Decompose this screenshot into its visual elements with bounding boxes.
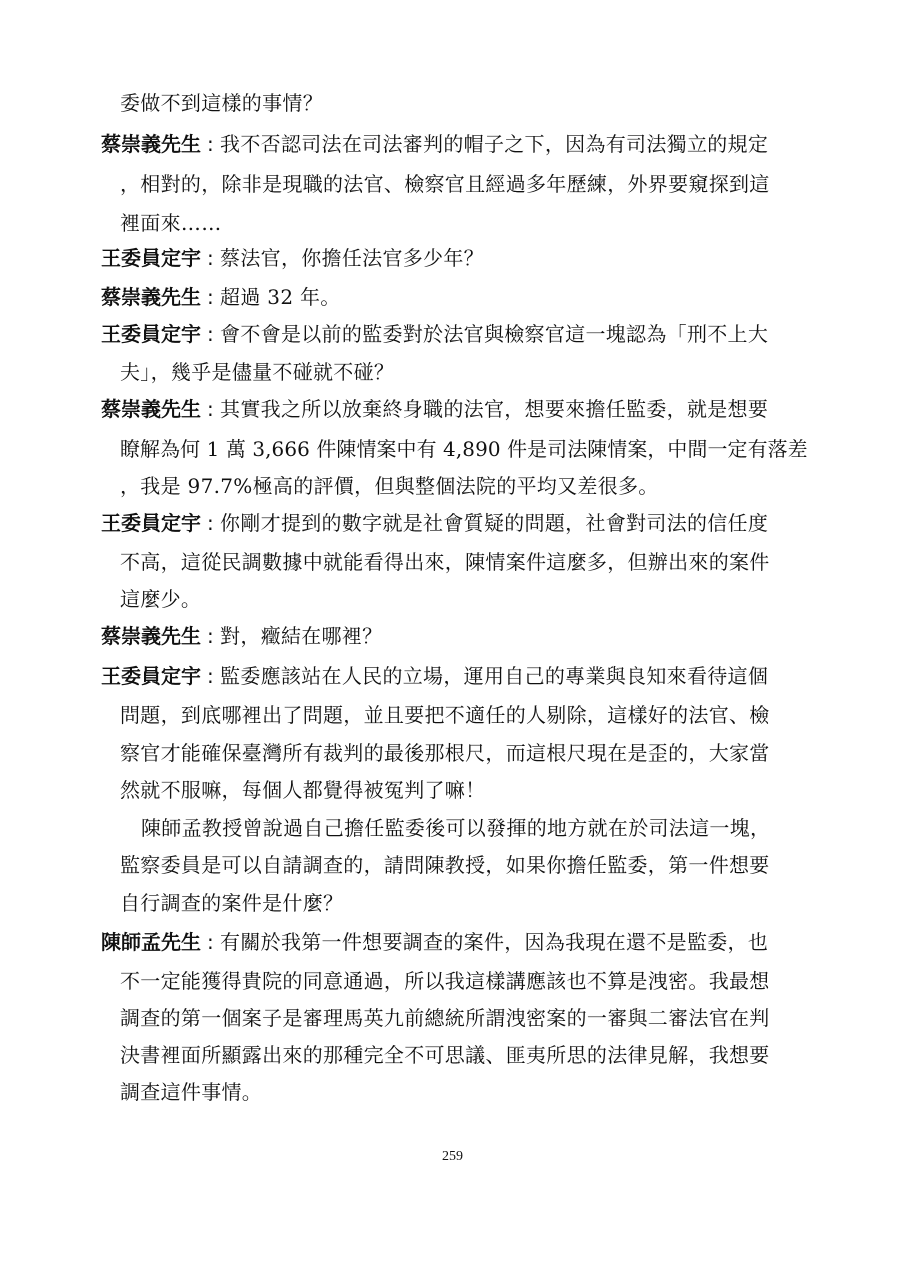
speaker-line xyxy=(101,285,341,309)
text-line xyxy=(120,891,343,915)
line-text: 裡面來…… xyxy=(120,211,222,235)
text-line xyxy=(120,211,222,235)
line-text: 監察委員是可以自請調查的，請問陳教授，如果你擔任監委，第一件想要 xyxy=(120,853,770,877)
line-text: 委做不到這樣的事情？ xyxy=(120,91,323,115)
speaker-line xyxy=(101,664,768,688)
text-line xyxy=(120,1006,770,1030)
text-line xyxy=(120,778,485,802)
speaker-name: 陳師孟先生 xyxy=(101,930,201,954)
line-text: 不高，這從民調數據中就能看得出來，陳情案件這麼多，但辦出來的案件 xyxy=(120,550,770,574)
line-text: 其實我之所以放棄終身職的法官，想要來擔任監委，就是想要 xyxy=(220,397,769,421)
line-text: 陳師孟教授曾說過自己擔任監委後可以發揮的地方就在於司法這一塊， xyxy=(141,816,771,840)
line-text: 監委應該站在人民的立場，運用自己的專業與良知來看待這個 xyxy=(220,664,769,688)
speaker-line xyxy=(101,930,768,954)
text-line xyxy=(120,437,808,461)
line-text: 我不否認司法在司法審判的帽子之下，因為有司法獨立的規定 xyxy=(220,132,769,156)
line-text: 會不會是以前的監委對於法官與檢察官這一塊認為「刑不上大 xyxy=(220,322,769,346)
line-text: 瞭解為何 1 萬 3,666 件陳情案中有 4,890 件是司法陳情案，中間一定有落差 xyxy=(120,437,808,461)
speaker-name: 王委員定宇 xyxy=(101,664,201,688)
line-text: 你剛才提到的數字就是社會質疑的問題，社會對司法的信任度 xyxy=(220,511,769,535)
page-number: 259 xyxy=(442,1149,463,1164)
line-text: 蔡法官，你擔任法官多少年？ xyxy=(220,246,484,270)
text-line xyxy=(120,550,770,574)
text-line xyxy=(120,1080,262,1104)
text-line xyxy=(120,587,201,611)
line-text: 調查的第一個案子是審理馬英九前總統所謂洩密案的一審與二審法官在判 xyxy=(120,1006,770,1030)
line-text: 這麼少。 xyxy=(120,587,202,611)
line-text: 決書裡面所顯露出來的那種完全不可思議、匪夷所思的法律見解，我想要 xyxy=(120,1043,770,1067)
speaker-name: 蔡崇義先生 xyxy=(101,132,201,156)
line-text: 自行調查的案件是什麼？ xyxy=(120,891,344,915)
speaker-colon: : xyxy=(207,511,215,535)
line-text: 夫」，幾乎是儘量不碰就不碰？ xyxy=(120,360,395,384)
speaker-name: 蔡崇義先生 xyxy=(101,285,201,309)
text-line xyxy=(120,360,394,384)
text-line xyxy=(120,172,770,196)
text-line xyxy=(120,91,323,115)
text-line xyxy=(120,703,770,727)
speaker-line xyxy=(101,624,382,648)
line-text: ，相對的，除非是現職的法官、檢察官且經過多年歷練，外界要窺探到這 xyxy=(120,172,770,196)
line-text: 然就不服嘛，每個人都覺得被冤判了嘛！ xyxy=(120,778,486,802)
text-line xyxy=(120,474,659,498)
speaker-colon: : xyxy=(207,285,215,309)
speaker-colon: : xyxy=(207,132,215,156)
line-text: 有關於我第一件想要調查的案件，因為我現在還不是監委，也 xyxy=(220,930,769,954)
text-line xyxy=(120,853,770,877)
line-text: 不一定能獲得貴院的同意通過，所以我這樣講應該也不算是洩密。我最想 xyxy=(120,969,770,993)
speaker-colon: : xyxy=(207,322,215,346)
line-text: 問題，到底哪裡出了問題，並且要把不適任的人剔除，這樣好的法官、檢 xyxy=(120,703,770,727)
text-line xyxy=(120,741,770,765)
speaker-name: 王委員定宇 xyxy=(101,322,201,346)
line-text: 對，癥結在哪裡？ xyxy=(220,624,383,648)
text-line xyxy=(120,1043,770,1067)
speaker-name: 王委員定宇 xyxy=(101,246,201,270)
line-text: ，我是 97.7%極高的評價，但與整個法院的平均又差很多。 xyxy=(120,474,659,498)
line-text: 察官才能確保臺灣所有裁判的最後那根尺，而這根尺現在是歪的，大家當 xyxy=(120,741,770,765)
speaker-line xyxy=(101,246,484,270)
speaker-line xyxy=(101,397,768,421)
speaker-name: 蔡崇義先生 xyxy=(101,624,201,648)
speaker-colon: : xyxy=(207,930,215,954)
text-line xyxy=(120,969,770,993)
line-text: 調查這件事情。 xyxy=(120,1080,263,1104)
speaker-colon: : xyxy=(207,246,215,270)
line-text: 超過 32 年。 xyxy=(220,285,341,309)
speaker-name: 王委員定宇 xyxy=(101,511,201,535)
speaker-line xyxy=(101,322,768,346)
text-line xyxy=(141,816,770,840)
speaker-colon: : xyxy=(207,664,215,688)
speaker-line xyxy=(101,511,768,535)
speaker-colon: : xyxy=(207,397,215,421)
speaker-colon: : xyxy=(207,624,215,648)
speaker-name: 蔡崇義先生 xyxy=(101,397,201,421)
speaker-line xyxy=(101,132,768,156)
